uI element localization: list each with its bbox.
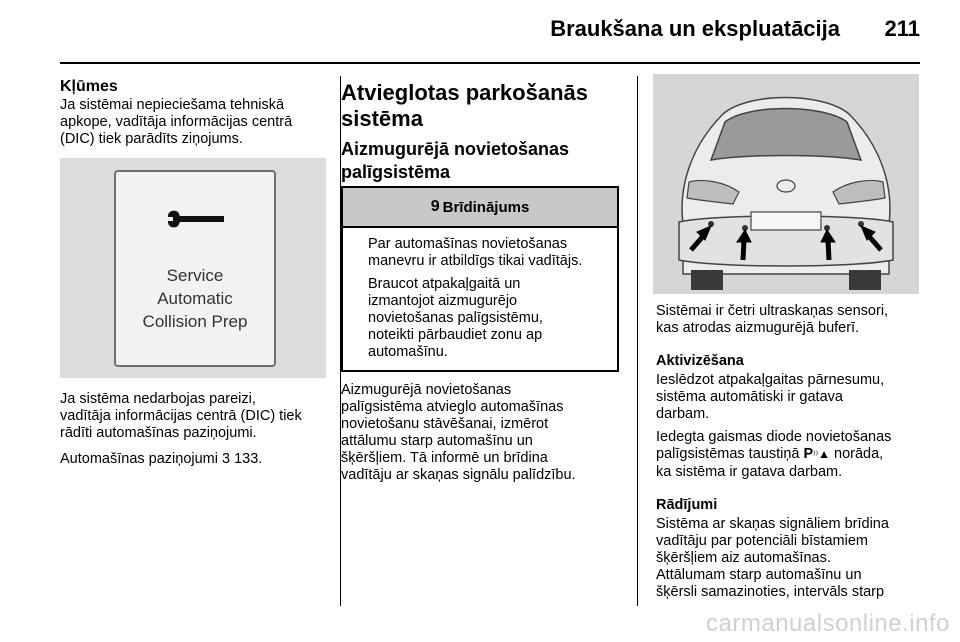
car-rear-illustration — [653, 74, 919, 294]
text-line: noteikti pārbaudiet zonu ap — [368, 327, 543, 343]
text-line: kas atrodas aizmugurējā buferī. — [656, 320, 860, 336]
text-fragment: palīgsistēmas taustiņā — [656, 446, 800, 462]
text-line: Ja sistēmai nepieciešama tehniskā — [60, 97, 285, 113]
faults-paragraph — [60, 97, 292, 148]
page-header-title: Braukšana un ekspluatācija — [550, 16, 840, 41]
text-line: vadītāju par potenciāli bīstamiem — [656, 533, 868, 549]
warning-header — [343, 188, 617, 228]
dic-screen — [114, 170, 276, 367]
text-line: vadītāju ar skaņas signālu palīdzību. — [341, 467, 576, 483]
subtitle-line: palīgsistēma — [341, 162, 451, 182]
page-number: 211 — [884, 16, 920, 41]
text-line: automašīnu. — [368, 344, 448, 360]
text-line: šķēršļiem aiz automašīnas. — [656, 550, 831, 566]
activation-paragraph-1 — [656, 372, 884, 423]
warning-paragraph — [368, 276, 607, 361]
column-divider-right — [637, 76, 638, 606]
indications-paragraph — [656, 516, 889, 601]
sensor-caption — [656, 303, 888, 337]
text-line: manevru ir atbildīgs tikai vadītājs. — [368, 253, 583, 269]
heading-activation: Aktivizēšana — [656, 353, 744, 369]
heading-faults: Kļūmes — [60, 78, 118, 95]
watermark: carmanualsonline.info — [706, 610, 950, 637]
text-line: Ja sistēma nedarbojas pareizi, — [60, 391, 256, 407]
dic-line: Automatic — [157, 289, 233, 308]
dic-line: Collision Prep — [142, 312, 248, 331]
text-fragment: norāda, — [834, 446, 884, 462]
text-line: ka sistēma ir gatava darbam. — [656, 464, 843, 480]
text-line: Aizmugurējā novietošanas — [341, 382, 512, 398]
text-line: novietošanu stāvēšanai, izmērot — [341, 416, 549, 432]
dic-display-figure — [60, 158, 326, 378]
subtitle-line: Aizmugurējā novietošanas — [341, 139, 570, 159]
text-line: apkope, vadītāja informācijas centrā — [60, 114, 293, 130]
header-rule — [60, 62, 920, 64]
text-line: šķērsli samazinoties, intervāls starp — [656, 584, 885, 600]
activation-paragraph-2 — [656, 429, 891, 481]
text-line: novietošanas palīgsistēmu, — [368, 310, 543, 326]
title-line: sistēma — [341, 106, 423, 131]
text-line: Sistēmai ir četri ultraskaņas sensori, — [656, 303, 889, 319]
text-line: Sistēma ar skaņas signāliem brīdina — [656, 516, 889, 532]
sound-waves-icon: ⁾⁾ — [813, 450, 819, 461]
text-line: vadītāja informācijas centrā (DIC) tiek — [60, 408, 302, 424]
text-line: palīgsistēma atvieglo automašīnas — [341, 399, 564, 415]
dic-message — [116, 264, 274, 333]
warning-box — [341, 186, 619, 372]
parking-assist-button-icon: P — [803, 446, 814, 462]
text-line: Par automašīnas novietošanas — [368, 236, 568, 252]
warning-body — [343, 228, 617, 361]
parking-assist-paragraph — [341, 382, 576, 484]
wrench-icon — [166, 208, 226, 230]
car-rear-drawing — [653, 74, 919, 294]
text-line: Ieslēdzot atpakaļgaitas pārnesumu, — [656, 372, 885, 388]
warning-paragraph — [368, 236, 607, 270]
section-title — [341, 80, 588, 132]
text-line: Attālumam starp automašīnu un — [656, 567, 862, 583]
reference-text: Automašīnas paziņojumi — [60, 451, 218, 467]
text-line: darbam. — [656, 406, 710, 422]
dic-line: Service — [166, 266, 224, 285]
warning-triangle-icon: 9 — [430, 198, 440, 215]
page-reference-link[interactable]: 3 133. — [222, 451, 263, 467]
heading-indications: Rādījumi — [656, 497, 718, 513]
vehicle-messages-reference — [60, 451, 262, 468]
text-line: rādīti automašīnas paziņojumi. — [60, 425, 257, 441]
title-line: Atvieglotas parkošanās — [341, 80, 588, 105]
text-line: sistēma automātiski ir gatava — [656, 389, 843, 405]
text-line — [656, 446, 891, 464]
dic-info-paragraph — [60, 391, 302, 442]
section-subtitle — [341, 138, 569, 184]
text-line: šķēršļiem. Tā informē un brīdina — [341, 450, 548, 466]
text-line: attālumu starp automašīnu un — [341, 433, 533, 449]
warning-cone-icon: ▲ — [818, 447, 830, 461]
text-line: Iedegta gaismas diode novietošanas — [656, 429, 892, 445]
text-line: izmantojot aizmugurējo — [368, 293, 518, 309]
text-line: (DIC) tiek parādīts ziņojums. — [60, 131, 243, 147]
text-line: Braucot atpakaļgaitā un — [368, 276, 521, 292]
warning-label: Brīdinājums — [442, 198, 530, 216]
